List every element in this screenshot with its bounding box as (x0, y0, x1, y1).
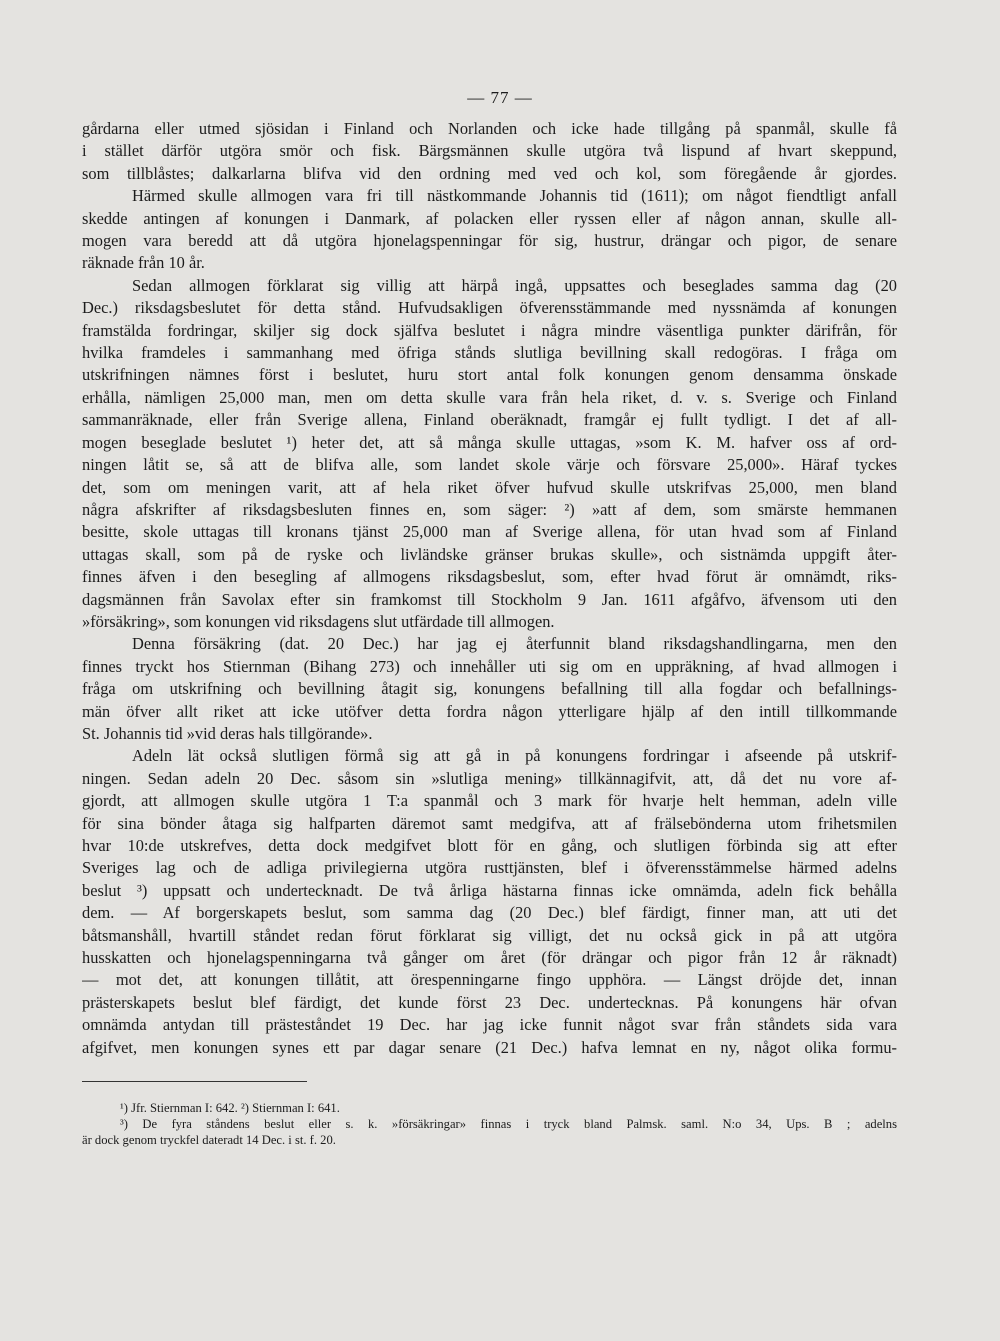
text-line: det, som om meningen varit, att af hela riket öfver hufvud skulle utskrifvas 25,000, men bland (82, 477, 897, 497)
text-line: uttagas skall, som på de ryske och livländske gränser brukas skulle», och sistnämda uppgift åter- (82, 544, 897, 564)
text-line: Sedan allmogen förklarat sig villig att härpå ingå, uppsattes och beseglades samma dag (20 (132, 275, 897, 295)
footnote-line: ³) De fyra ståndens beslut eller s. k. »försäkringar» finnas i tryck bland Palmsk. saml. N:o 34, Ups. B ; adelns (120, 1117, 897, 1131)
text-line: »försäkring», som konungen vid riksdagens slut utfärdade till allmogen. (82, 611, 555, 631)
text-line: erhålla, nämligen 25,000 man, men om detta skulle vara från hela riket, d. v. s. Sverige och Finland (82, 387, 897, 407)
text-line: räknade från 10 år. (82, 253, 205, 273)
text-line: ningen. Sedan adeln 20 Dec. såsom sin »slutliga mening» tillkännagifvit, att, då det nu vore af- (82, 768, 897, 788)
body-text (82, 118, 897, 1059)
text-line: framstälda fordringar, skiljer sig dock själfva beslutet i några mindre väsentliga punkter därifrån, för (82, 320, 897, 340)
text-line: dem. — Af borgerskapets beslut, som samma dag (20 Dec.) blef färdigt, finner man, att uti det (82, 903, 897, 923)
text-line: hvar 10:de utskrefves, detta dock medgifvet blott för en gång, och slutligen förbinda sig att efter (82, 836, 897, 855)
text-line: gjordt, att allmogen skulle utgöra 1 T:a spanmål och 3 mark för hvarje helt hemman, adeln ville (82, 791, 897, 811)
text-line: dagsmännen från Savolax efter sin framkomst till Stockholm 9 Jan. 1611 afgåfvo, äfvensom uti den (82, 589, 897, 609)
text-line: Sveriges lag och de adliga privilegierna utgöra rusttjänsten, blef i öfverensstämmelse härmed adelns (82, 858, 897, 878)
footnote-divider (82, 1081, 307, 1082)
text-line: besitte, skole uttagas till kronans tjänst 25,000 man af Sverige allena, för utan hvad som af Finland (82, 522, 897, 542)
text-line: skedde antingen af konungen i Danmark, af polacken eller ryssen eller af någon annan, skulle all- (82, 208, 897, 228)
text-line: finnes tryckt hos Stiernman (Bihang 273) och innehåller uti sig om en uppräkning, af hvad allmogen i (82, 656, 897, 676)
text-line: sammanräknade, eller från Sverige allena, Finland oberäknadt, framgår ej fullt tydligt. I det af all- (82, 410, 897, 430)
text-line: ningen låtit se, så att de blifva alle, som landet skole värje och försvare 25,000». Häraf tyckes (82, 455, 897, 475)
text-line: Härmed skulle allmogen vara fri till nästkommande Johannis tid (1611); om något fiendtligt anfall (132, 186, 897, 206)
text-line: hvilka framdeles i sammanhang med öfriga stånds slutliga bevillning skall redogöras. I fråga om (82, 343, 897, 363)
text-line: Denna försäkring (dat. 20 Dec.) har jag ej återfunnit bland riksdagshandlingarna, men den (132, 634, 897, 654)
text-line: för sina bönder åtaga sig halfparten däremot samt medgifva, att af frälsebönderna utom frihetsmilen (82, 813, 897, 833)
text-line: fråga om utskrifning och bevillning åtagit sig, konungens befallning till alla fogdar och befallnings- (82, 679, 897, 699)
text-line: prästerskapets beslut blef färdigt, det kunde först 23 Dec. undertecknas. På konungens här ofvan (82, 992, 897, 1012)
text-line: mogen vara beredd att då utgöra hjonelagspenningar för sig, hustrur, drängar och pigor, de senare (82, 231, 897, 251)
text-line: St. Johannis tid »vid deras hals tillgörande». (82, 723, 373, 743)
text-line: båtsmanshåll, hvartill ståndet redan förut förklarat sig villigt, det nu också gick in på att utgöra (82, 925, 897, 945)
text-line: — mot det, att konungen tillåtit, att örespenningarne fingo upphöra. — Längst dröjde det, innan (82, 970, 897, 990)
text-line: som tillblåstes; dalkarlarna blifva vid den ordning med ved och kol, som föregående år gjordes. (82, 163, 897, 183)
text-line: i stället därför utgöra smör och fisk. Bärgsmännen skulle utgöra två lispund af hvart skeppund, (82, 141, 897, 161)
footnote-line: är dock genom tryckfel dateradt 14 Dec. i st. f. 20. (82, 1133, 336, 1147)
footnotes (82, 1100, 897, 1148)
footnote-line: ¹) Jfr. Stiernman I: 642. ²) Stiernman I: 641. (120, 1101, 340, 1115)
text-line: Dec.) riksdagsbeslutet för detta stånd. Hufvudsakligen öfverensstämmande med nyssnämda af konungen (82, 298, 897, 318)
text-line: mogen beseglade beslutet ¹) heter det, att så många skulle uttagas, »som K. M. hafver oss af ord- (82, 432, 897, 452)
text-line: Adeln lät också slutligen förmå sig att gå in på konungens fordringar i afseende på utskrif- (132, 746, 897, 766)
text-line: några afskrifter af riksdagsbesluten finnes en, som säger: ²) »att af dem, som smärste hemmanen (82, 499, 897, 519)
text-line: omnämda antydan till prästeståndet 19 Dec. har jag icke funnit något svar från ståndets sida vara (82, 1015, 897, 1035)
text-line: finnes äfven i den besegling af allmogens riksdagsbeslut, som, efter hvad förut är omnämdt, riks- (82, 567, 897, 587)
text-line: män öfver allt riket att icke utöfver detta fordra någon ytterligare hjälp af den intill tillkommande (82, 701, 897, 721)
text-line: husskatten och hjonelagspenningarna två gånger om året (för drängar och pigor från 12 år räknadt) (82, 948, 897, 968)
text-line: afgifvet, men konungen synes ett par dagar senare (21 Dec.) hafva lemnat en ny, något olika formu- (82, 1037, 897, 1057)
text-line: beslut ³) uppsatt och undertecknadt. De två årliga hästarna finnas icke omnämda, adeln fick behålla (82, 880, 897, 900)
text-line: utskrifningen nämnes först i beslutet, huru stort antal folk konungen genom densamma önskade (82, 365, 897, 385)
page-number: — 77 — (467, 88, 533, 107)
text-line: gårdarna eller utmed sjösidan i Finland och Norlanden och icke hade tillgång på spanmål, skulle få (82, 119, 897, 138)
